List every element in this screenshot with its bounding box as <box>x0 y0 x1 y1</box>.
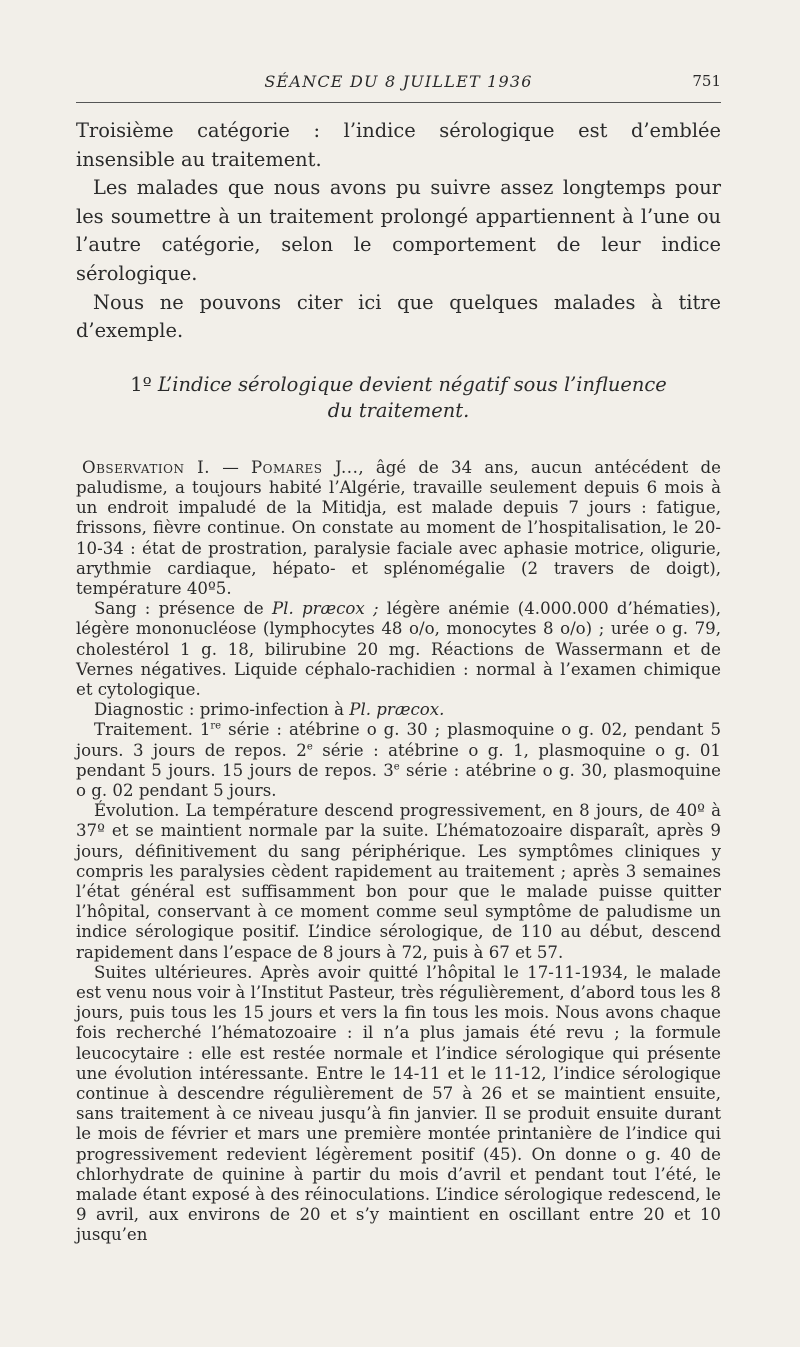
observation-label: Observation I. <box>82 457 210 477</box>
traitement-text-a: Traitement. 1 <box>94 720 211 740</box>
observation-dash: — <box>210 457 251 477</box>
diagnostic-species: Pl. præcox. <box>349 700 445 720</box>
paragraph-suites: Suites ultérieures. Après avoir quitté l’hôpital le 17-11-1934, le malade est venu nous voir à l’Institut Pasteur, très régulièrement, d’abord tous les 8 jours, puis tous les 15 jours et vers la fin tous les mois. Nous avons chaque fois recherché l’hématozoaire : il n’a plus jamais été revu ; la formule leucocytaire : elle est restée normale et l’indice sérologique qui présente une évolution intéressante. Entre le 14-11 et le 11-12, l’indice sérologique continue à descendre régulièrement de 57 à 26 et se maintient ensuite, sans traitement à ce niveau jusqu’à fin janvier. Il se produit ensuite durant le mois de février et mars une première montée printanière de l’indice qui progressivement redevient légèrement positif (45). On donne o g. 40 de chlorhydrate de quinine à partir du mois d’avril et pendant tout l’été, le malade étant exposé à des réinoculations. L’indice sérologique redescend, le 9 avril, aux environs de 20 et s’y maintient en oscillant entre 20 et 10 jusqu’en <box>76 962 721 1245</box>
page-number: 751 <box>692 72 721 90</box>
paragraph-patients: Les malades que nous avons pu suivre assez longtemps pour les soumettre à un traitement prolongé appartiennent à l’une ou l’autre catégorie, selon le comportement de leur indice sérologique. <box>76 176 721 285</box>
traitement-text-d: série : atébrine o g. 30, plasmoquine o g. 02 pendant 5 jours. <box>76 760 721 800</box>
header-rule <box>76 102 721 103</box>
section-title-line1: L’indice sérologique devient négatif sous l’influence <box>157 372 667 396</box>
paragraph-sang <box>76 599 721 700</box>
section-heading <box>76 372 721 424</box>
diagnostic-text: Diagnostic : primo-infection à <box>94 700 350 720</box>
observation-intro <box>76 458 721 599</box>
paragraph-examples: Nous ne pouvons citer ici que quelques malades à titre d’exemple. <box>76 290 721 343</box>
traitement-sup3: e <box>393 761 400 773</box>
page <box>76 68 721 1246</box>
paragraph-diagnostic <box>76 700 721 720</box>
paragraph-category-three: Troisième catégorie : l’indice sérologique est d’emblée insensible au traitement. <box>76 119 721 171</box>
traitement-sup2: e <box>306 741 313 753</box>
paragraph-evolution: Évolution. La température descend progressivement, en 8 jours, de 40º à 37º et se maintient normale par la suite. L’hématozoaire disparaît, après 9 jours, définitivement du sang périphérique. Les symptômes cliniques y compris les paralysies cèdent rapidement au traitement ; après 3 semaines l’état général est suffisamment bon pour que le malade puisse quitter l’hôpital, conservant à ce moment comme seul symptôme de paludisme un indice sérologique positif. L’indice sérologique, de 110 au début, descend rapidement dans l’espace de 8 jours à 72, puis à 67 et 57. <box>76 801 721 962</box>
page-header <box>76 68 721 100</box>
sang-species: Pl. præcox ; <box>271 599 379 619</box>
sang-text-b: légère anémie (4.000.000 d’hématies), légère mononucléose (lymphocytes 48 o/o, monocytes 8 o/o) ; urée o g. 79, cholestérol 1 g. 18, bilirubine 20 mg. Réactions de Wassermann et de Vernes négatives. Liquide céphalo-rachidien : normal à l’examen chimique et cytologique. <box>76 599 722 699</box>
section-number: 1º <box>130 372 152 396</box>
sang-text-a: Sang : présence de <box>94 599 272 619</box>
traitement-sup1: re <box>210 720 222 732</box>
traitement-text-c: série : atébrine o g. 1, plasmoquine o g. 01 pendant 5 jours. 15 jours de repos. 3 <box>76 740 721 780</box>
section-title-line2: du traitement. <box>327 398 470 422</box>
paragraph-traitement <box>76 720 721 801</box>
observation-intro-text: , âgé de 34 ans, aucun antécédent de paludisme, a toujours habité l’Algérie, travaille seulement depuis 6 mois à un endroit impaludé de la Mitidja, est malade depuis 7 jours : fatigue, frissons, fièvre continue. On constate au moment de l’hospitalisation, le 20-10-34 : état de prostration, paralysie faciale avec aphasie motrice, oligurie, arythmie cardiaque, hépato- et splénomégalie (2 travers de doigt), température 40º5. <box>76 457 721 598</box>
traitement-text-b: série : atébrine o g. 30 ; plasmoquine o g. 02, pendant 5 jours. 3 jours de repos. 2 <box>76 720 721 760</box>
lead-text <box>76 117 721 346</box>
patient-name: Pomares J... <box>251 457 359 477</box>
running-title: SÉANCE DU 8 JUILLET 1936 <box>264 72 533 91</box>
observation-body <box>76 458 721 1246</box>
section-heading-line1 <box>76 372 721 398</box>
